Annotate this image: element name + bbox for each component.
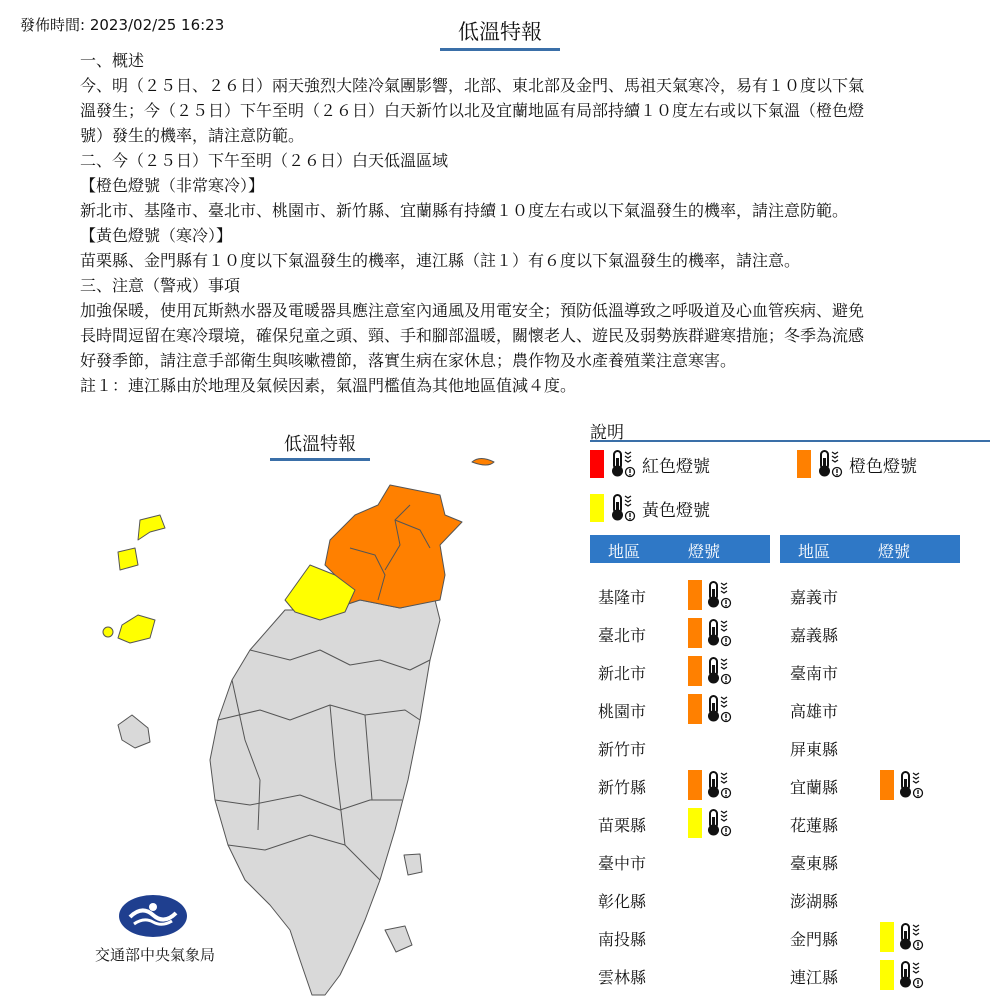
text-line: 【橙色燈號（非常寒冷）】 <box>80 176 265 195</box>
region-name: 嘉義縣 <box>790 626 839 645</box>
table-row <box>790 729 960 765</box>
table-row <box>598 919 768 955</box>
table-row <box>598 653 768 689</box>
orange-swatch <box>688 656 702 686</box>
region-name: 花蓮縣 <box>790 816 839 835</box>
thermometer-cold-icon <box>896 769 924 801</box>
table-row <box>598 729 768 765</box>
map-island-grey <box>385 926 412 952</box>
table-row <box>790 691 960 727</box>
text-line: 二、今（２５日）下午至明（２６日）白天低溫區域 <box>80 151 449 170</box>
header-signal: 燈號 <box>878 542 911 561</box>
table-row <box>598 691 768 727</box>
table-row <box>790 767 960 803</box>
table-row <box>790 957 960 993</box>
agency-name: 交通部中央氣象局 <box>94 946 215 964</box>
table-row <box>598 577 768 613</box>
text-line: 一、概述 <box>80 51 145 70</box>
text-line: 長時間逗留在寒冷環境，確保兒童之頭、頸、手和腳部溫暖，關懷老人、遊民及弱勢族群避寒措施；冬季為流感 <box>80 326 865 345</box>
legend-label: 橙色燈號 <box>849 456 917 477</box>
region-name: 連江縣 <box>790 968 839 987</box>
legend-title: 說明 <box>590 423 624 443</box>
text-line: 號）發生的機率，請注意防範。 <box>80 126 305 145</box>
map-island-yellow <box>138 515 165 540</box>
region-name: 臺南市 <box>790 664 839 683</box>
legend-divider <box>590 440 990 442</box>
yellow-swatch <box>880 922 894 952</box>
region-name: 澎湖縣 <box>790 892 839 911</box>
thermometer-cold-icon <box>704 769 732 801</box>
region-name: 南投縣 <box>598 930 647 949</box>
region-name: 屏東縣 <box>790 740 839 759</box>
region-name: 新竹市 <box>598 740 647 759</box>
thermometer-cold-icon <box>896 959 924 991</box>
thermometer-cold-icon <box>608 493 636 523</box>
map-island-yellow <box>118 548 138 570</box>
region-name: 嘉義市 <box>790 588 839 607</box>
thermometer-cold-icon <box>815 449 843 479</box>
table-row <box>790 805 960 841</box>
document-title: 低溫特報 <box>440 16 560 51</box>
region-name: 高雄市 <box>790 702 839 721</box>
thermometer-cold-icon <box>704 617 732 649</box>
legend-item-yellow <box>590 493 710 523</box>
table-header-right <box>780 535 960 563</box>
agency-logo <box>118 893 188 939</box>
orange-swatch <box>688 694 702 724</box>
issue-time: 發佈時間: 2023/02/25 16:23 <box>20 16 225 34</box>
thermometer-cold-icon <box>608 449 636 479</box>
region-name: 雲林縣 <box>598 968 647 987</box>
map-island-grey <box>404 854 422 875</box>
region-name: 臺中市 <box>598 854 647 873</box>
legend-label: 紅色燈號 <box>642 456 710 477</box>
table-header-left <box>590 535 770 563</box>
region-name: 基隆市 <box>598 588 647 607</box>
yellow-swatch <box>590 494 604 522</box>
map-island-grey <box>118 715 150 748</box>
orange-swatch <box>797 450 811 478</box>
thermometer-cold-icon <box>896 921 924 953</box>
region-name: 新北市 <box>598 664 647 683</box>
text-line: 溫發生；今（２５日）下午至明（２６日）白天新竹以北及宜蘭地區有局部持續１０度左右或以下氣溫（橙色燈 <box>80 101 865 120</box>
table-row <box>790 843 960 879</box>
text-line: 好發季節，請注意手部衛生與咳嗽禮節，落實生病在家休息；農作物及水產養殖業注意寒害。 <box>80 351 737 370</box>
table-row <box>598 957 768 993</box>
text-line: 今、明（２５日、２６日）兩天強烈大陸冷氣團影響，北部、東北部及金門、馬祖天氣寒冷，易有１０度以下氣 <box>80 76 865 95</box>
text-line: 三、注意（警戒）事項 <box>80 276 241 295</box>
red-swatch <box>590 450 604 478</box>
text-line: 新北市、基隆市、臺北市、桃園市、新竹縣、宜蘭縣有持續１０度左右或以下氣溫發生的機率，請注意防範。 <box>80 201 849 220</box>
yellow-swatch <box>688 808 702 838</box>
region-name: 金門縣 <box>790 930 839 949</box>
table-row <box>790 881 960 917</box>
region-name: 新竹縣 <box>598 778 647 797</box>
table-row <box>790 653 960 689</box>
map-title: 低溫特報 <box>270 430 370 461</box>
region-name: 彰化縣 <box>598 892 647 911</box>
table-row <box>598 843 768 879</box>
thermometer-cold-icon <box>704 655 732 687</box>
table-row <box>598 805 768 841</box>
table-row <box>790 577 960 613</box>
region-name: 臺北市 <box>598 626 647 645</box>
legend-label: 黃色燈號 <box>642 500 710 521</box>
legend-item-red <box>590 449 710 479</box>
text-line: 加強保暖，使用瓦斯熱水器及電暖器具應注意室內通風及用電安全；預防低溫導致之呼吸道及心血管疾病、避免 <box>80 301 865 320</box>
map-island-offshore-orange <box>472 459 494 466</box>
map-island-yellow <box>103 627 113 637</box>
thermometer-cold-icon <box>704 693 732 725</box>
text-line: 註１：連江縣由於地理及氣候因素，氣溫門檻值為其他地區值減４度。 <box>80 376 577 395</box>
orange-swatch <box>688 580 702 610</box>
map-island-yellow <box>118 615 155 643</box>
table-row <box>790 919 960 955</box>
table-row <box>790 615 960 651</box>
region-name: 桃園市 <box>598 702 647 721</box>
orange-swatch <box>880 770 894 800</box>
table-row <box>598 767 768 803</box>
region-name: 臺東縣 <box>790 854 839 873</box>
orange-swatch <box>688 618 702 648</box>
thermometer-cold-icon <box>704 807 732 839</box>
text-line: 【黃色燈號（寒冷）】 <box>80 226 233 245</box>
text-line: 苗栗縣、金門縣有１０度以下氣溫發生的機率，連江縣（註１）有６度以下氣溫發生的機率，請注意。 <box>80 251 801 270</box>
region-name: 苗栗縣 <box>598 816 647 835</box>
header-signal: 燈號 <box>688 542 721 561</box>
table-row <box>598 615 768 651</box>
orange-swatch <box>688 770 702 800</box>
table-row <box>598 881 768 917</box>
thermometer-cold-icon <box>704 579 732 611</box>
header-region: 地區 <box>798 542 831 561</box>
header-region: 地區 <box>608 542 641 561</box>
region-name: 宜蘭縣 <box>790 778 839 797</box>
yellow-swatch <box>880 960 894 990</box>
legend-item-orange <box>797 449 917 479</box>
